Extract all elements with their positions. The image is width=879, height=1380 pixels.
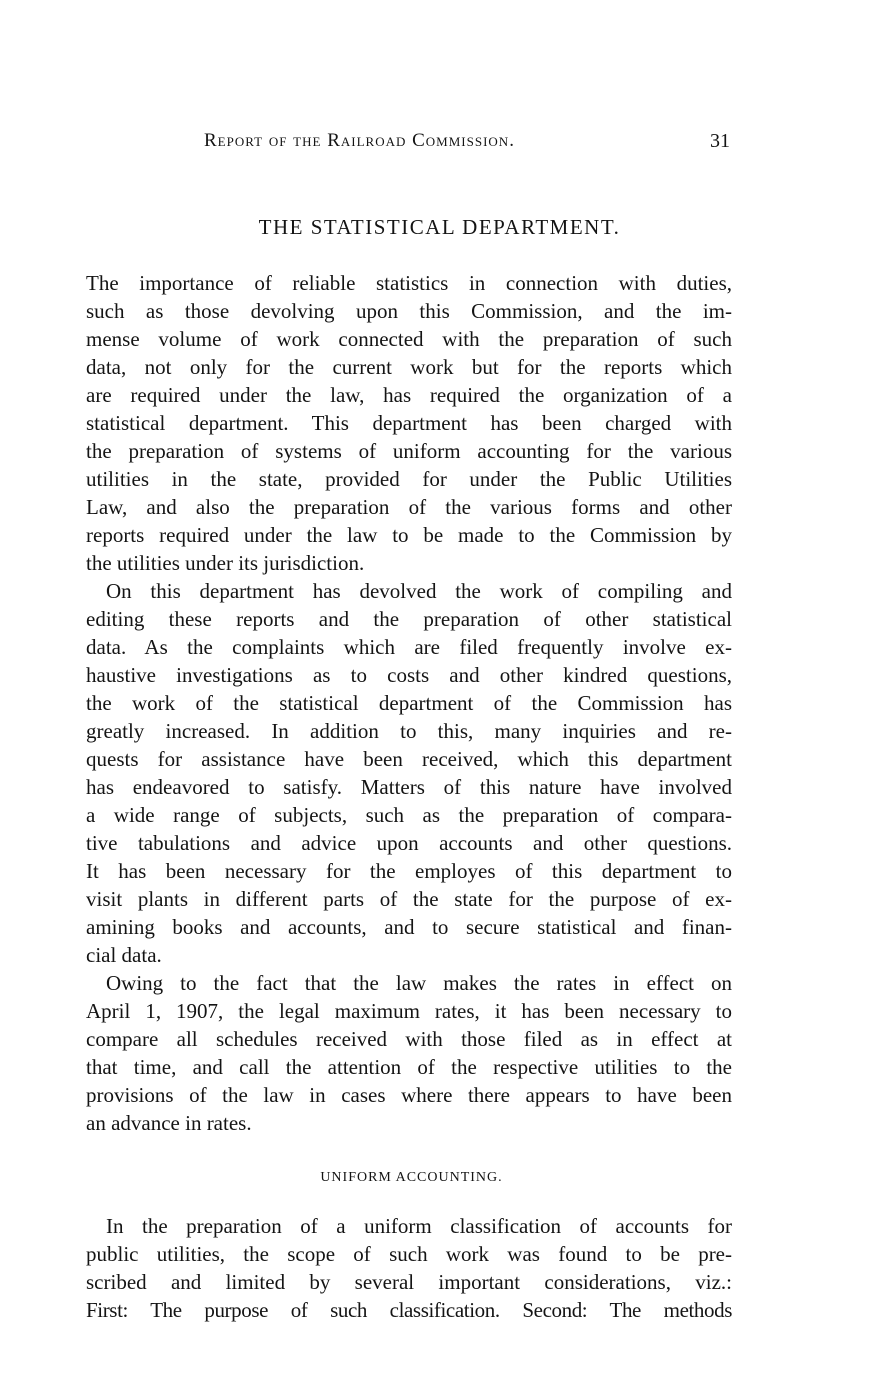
text-line: visit plants in different parts of the state for the purpose of ex-	[86, 887, 732, 911]
text-line: statistical department. This department has been charged with	[86, 411, 732, 435]
text-line: cial data.	[86, 943, 162, 967]
text-line: the utilities under its jurisdiction.	[86, 551, 365, 575]
text-line: such as those devolving upon this Commission, and the im-	[86, 299, 732, 323]
text-line: mense volume of work connected with the preparation of such	[86, 327, 732, 351]
text-line: utilities in the state, provided for under the Public Utilities	[86, 467, 732, 491]
text-line: greatly increased. In addition to this, many inquiries and re-	[86, 719, 732, 743]
text-line: April 1, 1907, the legal maximum rates, it has been necessary to	[86, 999, 732, 1023]
text-line: provisions of the law in cases where there appears to have been	[86, 1083, 732, 1107]
subsection-heading: UNIFORM ACCOUNTING.	[320, 1170, 503, 1185]
text-line: scribed and limited by several important considerations, viz.:	[86, 1270, 732, 1294]
text-line: that time, and call the attention of the respective utilities to the	[86, 1055, 732, 1079]
page-number: 31	[710, 130, 730, 152]
text-line: public utilities, the scope of such work was found to be pre-	[86, 1242, 732, 1266]
text-line: data. As the complaints which are filed frequently involve ex-	[86, 635, 732, 659]
running-title: Report of the Railroad Commission.	[204, 130, 515, 151]
text-line: data, not only for the current work but for the reports which	[86, 355, 732, 379]
text-line: Owing to the fact that the law makes the rates in effect on	[106, 971, 732, 995]
text-line: On this department has devolved the work of compiling and	[106, 579, 732, 603]
text-line: In the preparation of a uniform classification of accounts for	[106, 1214, 732, 1238]
text-line: an advance in rates.	[86, 1111, 252, 1135]
subsection-body	[86, 1212, 732, 1324]
section-heading: THE STATISTICAL DEPARTMENT.	[258, 215, 621, 239]
text-line: editing these reports and the preparation of other statistical	[86, 607, 732, 631]
text-line: amining books and accounts, and to secure statistical and finan-	[86, 915, 732, 939]
text-line: a wide range of subjects, such as the preparation of compara-	[86, 803, 732, 827]
text-line: First: The purpose of such classification. Second: The methods	[86, 1298, 732, 1322]
text-line: tive tabulations and advice upon accounts and other questions.	[86, 831, 732, 855]
text-line: compare all schedules received with those filed as in effect at	[86, 1027, 732, 1051]
text-line: are required under the law, has required the organization of a	[86, 383, 732, 407]
text-line: Law, and also the preparation of the various forms and other	[86, 495, 732, 519]
text-line: has endeavored to satisfy. Matters of this nature have involved	[86, 775, 732, 799]
text-line: The importance of reliable statistics in connection with duties,	[86, 271, 732, 295]
text-line: the work of the statistical department of the Commission has	[86, 691, 732, 715]
text-line: haustive investigations as to costs and other kindred questions,	[86, 663, 732, 687]
text-line: reports required under the law to be made to the Commission by	[86, 523, 732, 547]
text-line: the preparation of systems of uniform accounting for the various	[86, 439, 732, 463]
text-line: quests for assistance have been received, which this department	[86, 747, 732, 771]
text-line: It has been necessary for the employes of this department to	[86, 859, 732, 883]
running-header	[204, 130, 734, 160]
section-body	[86, 269, 732, 1137]
